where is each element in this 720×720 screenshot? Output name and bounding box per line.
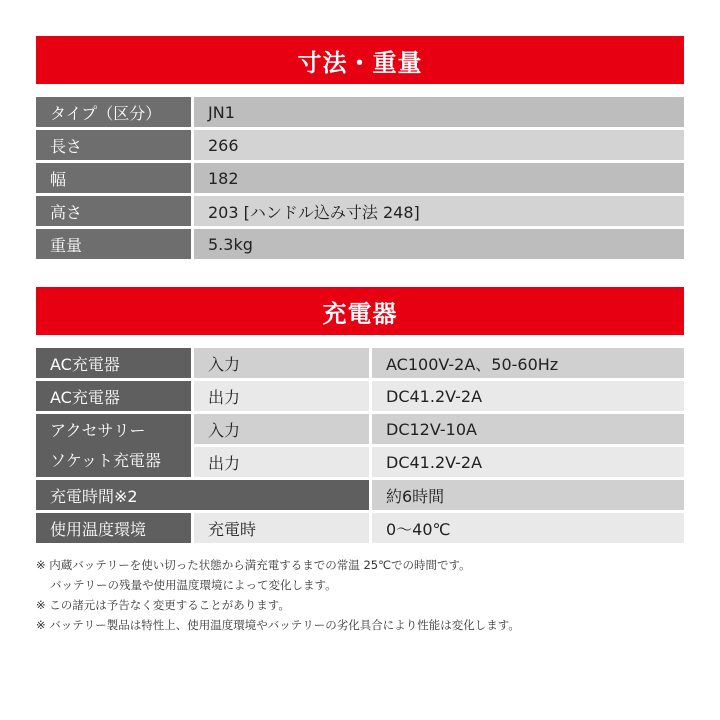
footnote-1: ※ 内蔵バッテリーを使い切った状態から満充電するまでの常温 25℃での時間です。 — [36, 558, 471, 572]
section-title-charger: 充電器 — [36, 287, 684, 335]
table-row — [36, 196, 684, 226]
table-row — [36, 229, 684, 259]
row-label-length: 長さ — [36, 130, 191, 160]
temp-sub-label: 充電時 — [194, 513, 369, 543]
accessory-input-label: 入力 — [194, 414, 369, 444]
accessory-charger-label — [36, 414, 191, 477]
footnote-3: ※ バッテリー製品は特性上、使用温度環境やバッテリーの劣化具合により性能は変化します。 — [36, 618, 520, 632]
ac-charger-label: AC充電器 — [36, 348, 191, 378]
accessory-label-line2: ソケット充電器 — [50, 450, 162, 470]
row-label-weight: 重量 — [36, 229, 191, 259]
table-row — [36, 130, 684, 160]
table-row — [36, 97, 684, 127]
row-label-type: タイプ（区分） — [36, 97, 191, 127]
ac-output-label: 出力 — [194, 381, 369, 411]
charge-time-value: 約6時間 — [372, 480, 684, 510]
ac-input-label: 入力 — [194, 348, 369, 378]
ac-output-value: DC41.2V-2A — [372, 381, 684, 411]
row-value-type: JN1 — [194, 97, 684, 127]
ac-charger-label: AC充電器 — [36, 381, 191, 411]
accessory-label-line1: アクセサリー — [50, 420, 146, 440]
table-row — [36, 163, 684, 193]
row-value-width: 182 — [194, 163, 684, 193]
accessory-output-value: DC41.2V-2A — [372, 447, 684, 477]
accessory-input-value: DC12V-10A — [372, 414, 684, 444]
temp-label: 使用温度環境 — [36, 513, 191, 543]
row-value-weight: 5.3kg — [194, 229, 684, 259]
footnote-1-cont: バッテリーの残量や使用温度環境によって変化します。 — [50, 578, 337, 592]
row-label-width: 幅 — [36, 163, 191, 193]
section-title-dimensions: 寸法・重量 — [36, 36, 684, 84]
row-value-length: 266 — [194, 130, 684, 160]
charge-time-label: 充電時間※2 — [36, 480, 369, 510]
row-value-height: 203 [ハンドル込み寸法 248] — [194, 196, 684, 226]
ac-input-value: AC100V-2A、50-60Hz — [372, 348, 684, 378]
charger-table — [36, 348, 684, 539]
row-label-height: 高さ — [36, 196, 191, 226]
dimensions-table — [36, 97, 684, 262]
footnote-2: ※ この諸元は予告なく変更することがあります。 — [36, 598, 290, 612]
footnotes — [36, 555, 684, 635]
temp-value: 0〜40℃ — [372, 513, 684, 543]
accessory-output-label: 出力 — [194, 447, 369, 477]
